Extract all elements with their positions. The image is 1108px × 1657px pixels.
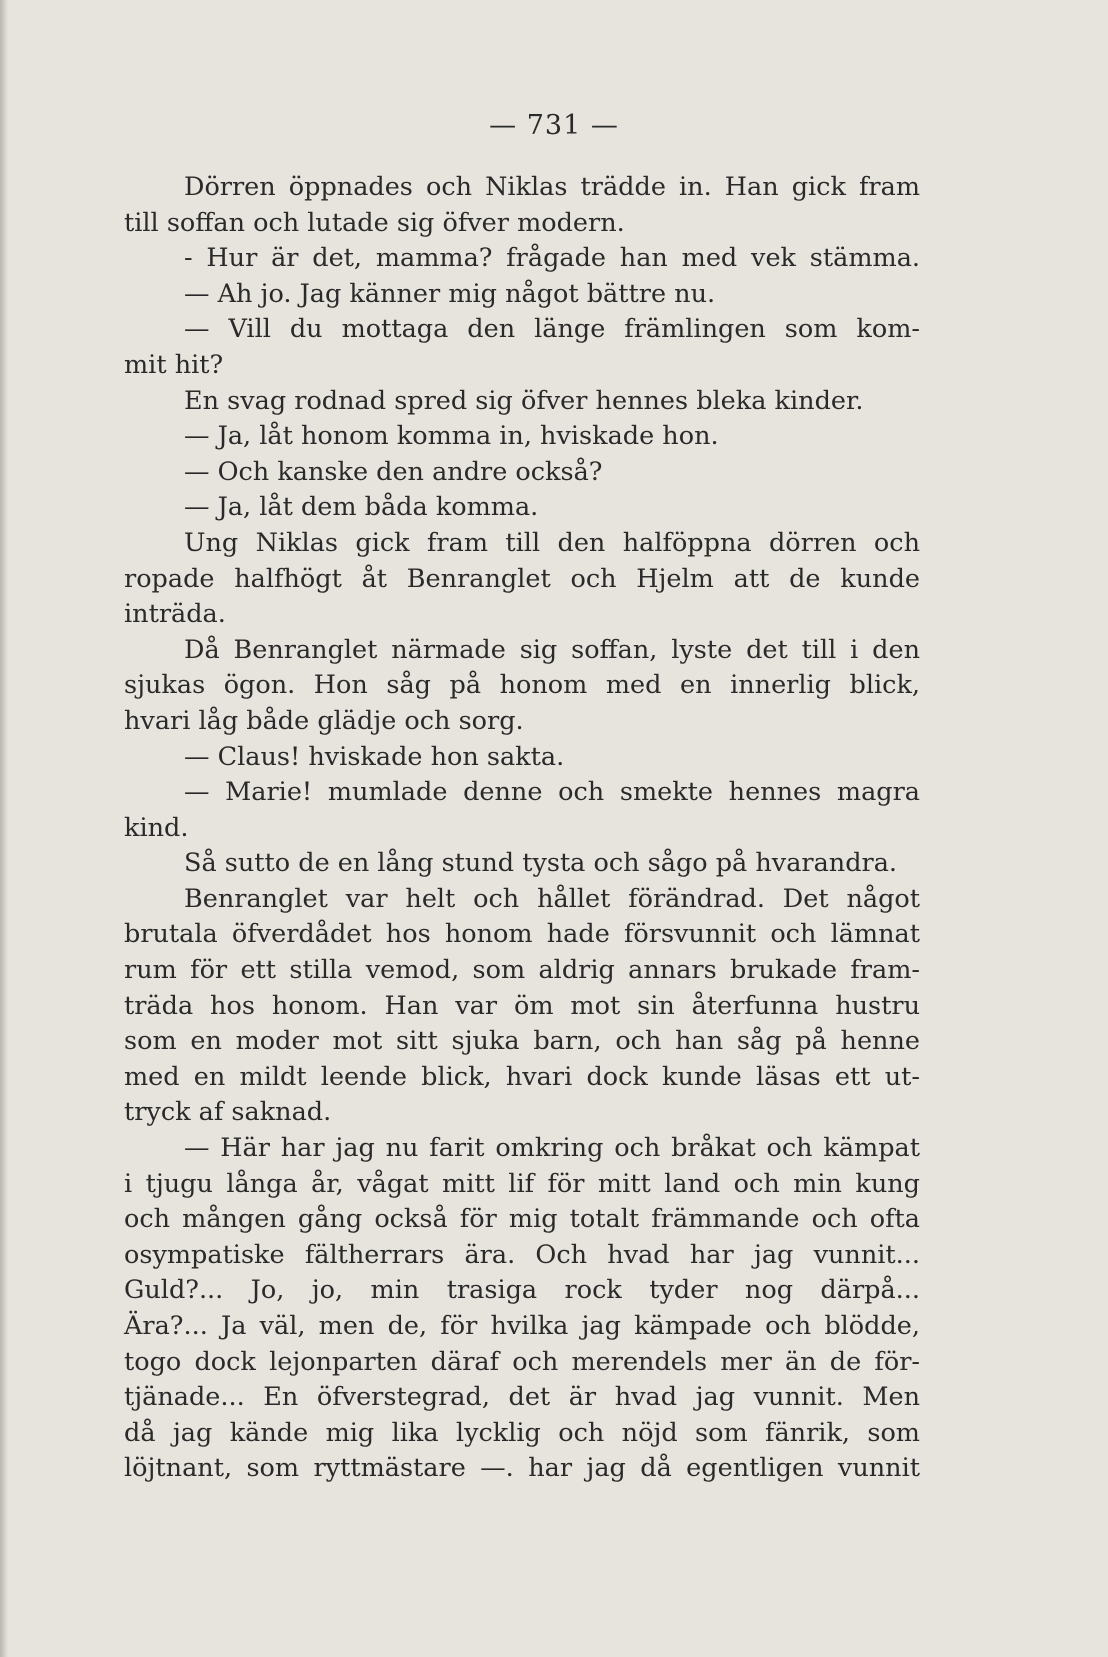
page-edge bbox=[0, 0, 8, 1657]
text-line: i tjugu långa år, vågat mitt lif för mitt land och min kung bbox=[124, 1168, 920, 1199]
text-line: som en moder mot sitt sjuka barn, och han såg på henne bbox=[124, 1026, 920, 1057]
text-line: Ära?... Ja väl, men de, för hvilka jag kämpade och blödde, bbox=[124, 1311, 920, 1341]
text-line: Då Benranglet närmade sig soffan, lyste det till i den bbox=[184, 634, 920, 665]
text-line: — Vill du mottaga den länge främlingen som kom- bbox=[184, 314, 920, 345]
text-line: togo dock lejonparten däraf och merendels mer än de för- bbox=[124, 1346, 920, 1377]
text-line: — Marie! mumlade denne och smekte hennes magra bbox=[184, 777, 920, 808]
text-line: Dörren öppnades och Niklas trädde in. Han gick fram bbox=[184, 172, 920, 202]
text-line: löjtnant, som ryttmästare —. har jag då egentligen vunnit bbox=[124, 1453, 920, 1484]
text-line: med en mildt leende blick, hvari dock kunde läsas ett ut- bbox=[124, 1061, 920, 1092]
text-line: brutala öfverdådet hos honom hade försvunnit och lämnat bbox=[124, 919, 920, 950]
text-line: tjänade... En öfverstegrad, det är hvad jag vunnit. Men bbox=[124, 1382, 920, 1413]
text-block bbox=[124, 170, 920, 1487]
text-line: hvari låg både glädje och sorg. bbox=[124, 705, 524, 736]
text-line: — Ah jo. Jag känner mig något bättre nu. bbox=[184, 278, 716, 309]
text-line: till soffan och lutade sig öfver modern. bbox=[124, 207, 625, 238]
page-number: — 731 — bbox=[489, 110, 619, 141]
text-line: Benranglet var helt och hållet förändrad. Det något bbox=[184, 883, 920, 914]
text-line: sjukas ögon. Hon såg på honom med en innerlig blick, bbox=[124, 670, 920, 701]
text-line: En svag rodnad spred sig öfver hennes bleka kinder. bbox=[184, 385, 864, 416]
text-line: — Och kanske den andre också? bbox=[184, 456, 603, 487]
text-line: osympatiske fältherrars ära. Och hvad har jag vunnit... bbox=[124, 1239, 920, 1270]
text-line: kind. bbox=[124, 812, 189, 843]
text-line: mit hit? bbox=[124, 349, 224, 380]
text-line: — Ja, låt dem båda komma. bbox=[184, 492, 539, 523]
text-line: träda hos honom. Han var öm mot sin återfunna hustru bbox=[124, 990, 920, 1021]
text-line: rum för ett stilla vemod, som aldrig annars brukade fram- bbox=[124, 955, 920, 986]
text-line: - Hur är det, mamma? frågade han med vek stämma. bbox=[184, 243, 920, 274]
text-line: Så sutto de en lång stund tysta och sågo på hvarandra. bbox=[184, 848, 898, 879]
text-line: och mången gång också för mig totalt främmande och ofta bbox=[124, 1204, 920, 1235]
text-line: Ung Niklas gick fram till den halföppna dörren och bbox=[184, 527, 920, 558]
text-line: — Claus! hviskade hon sakta. bbox=[184, 741, 565, 772]
text-line: — Ja, låt honom komma in, hviskade hon. bbox=[184, 421, 719, 452]
text-line: — Här har jag nu farit omkring och bråkat och kämpat bbox=[184, 1133, 920, 1164]
text-line: inträda. bbox=[124, 599, 226, 630]
text-line: ropade halfhögt åt Benranglet och Hjelm att de kunde bbox=[124, 563, 920, 594]
text-line: tryck af saknad. bbox=[124, 1097, 332, 1128]
text-line: då jag kände mig lika lycklig och nöjd som fänrik, som bbox=[124, 1417, 920, 1448]
text-line: Guld?... Jo, jo, min trasiga rock tyder nog därpå... bbox=[124, 1275, 920, 1306]
